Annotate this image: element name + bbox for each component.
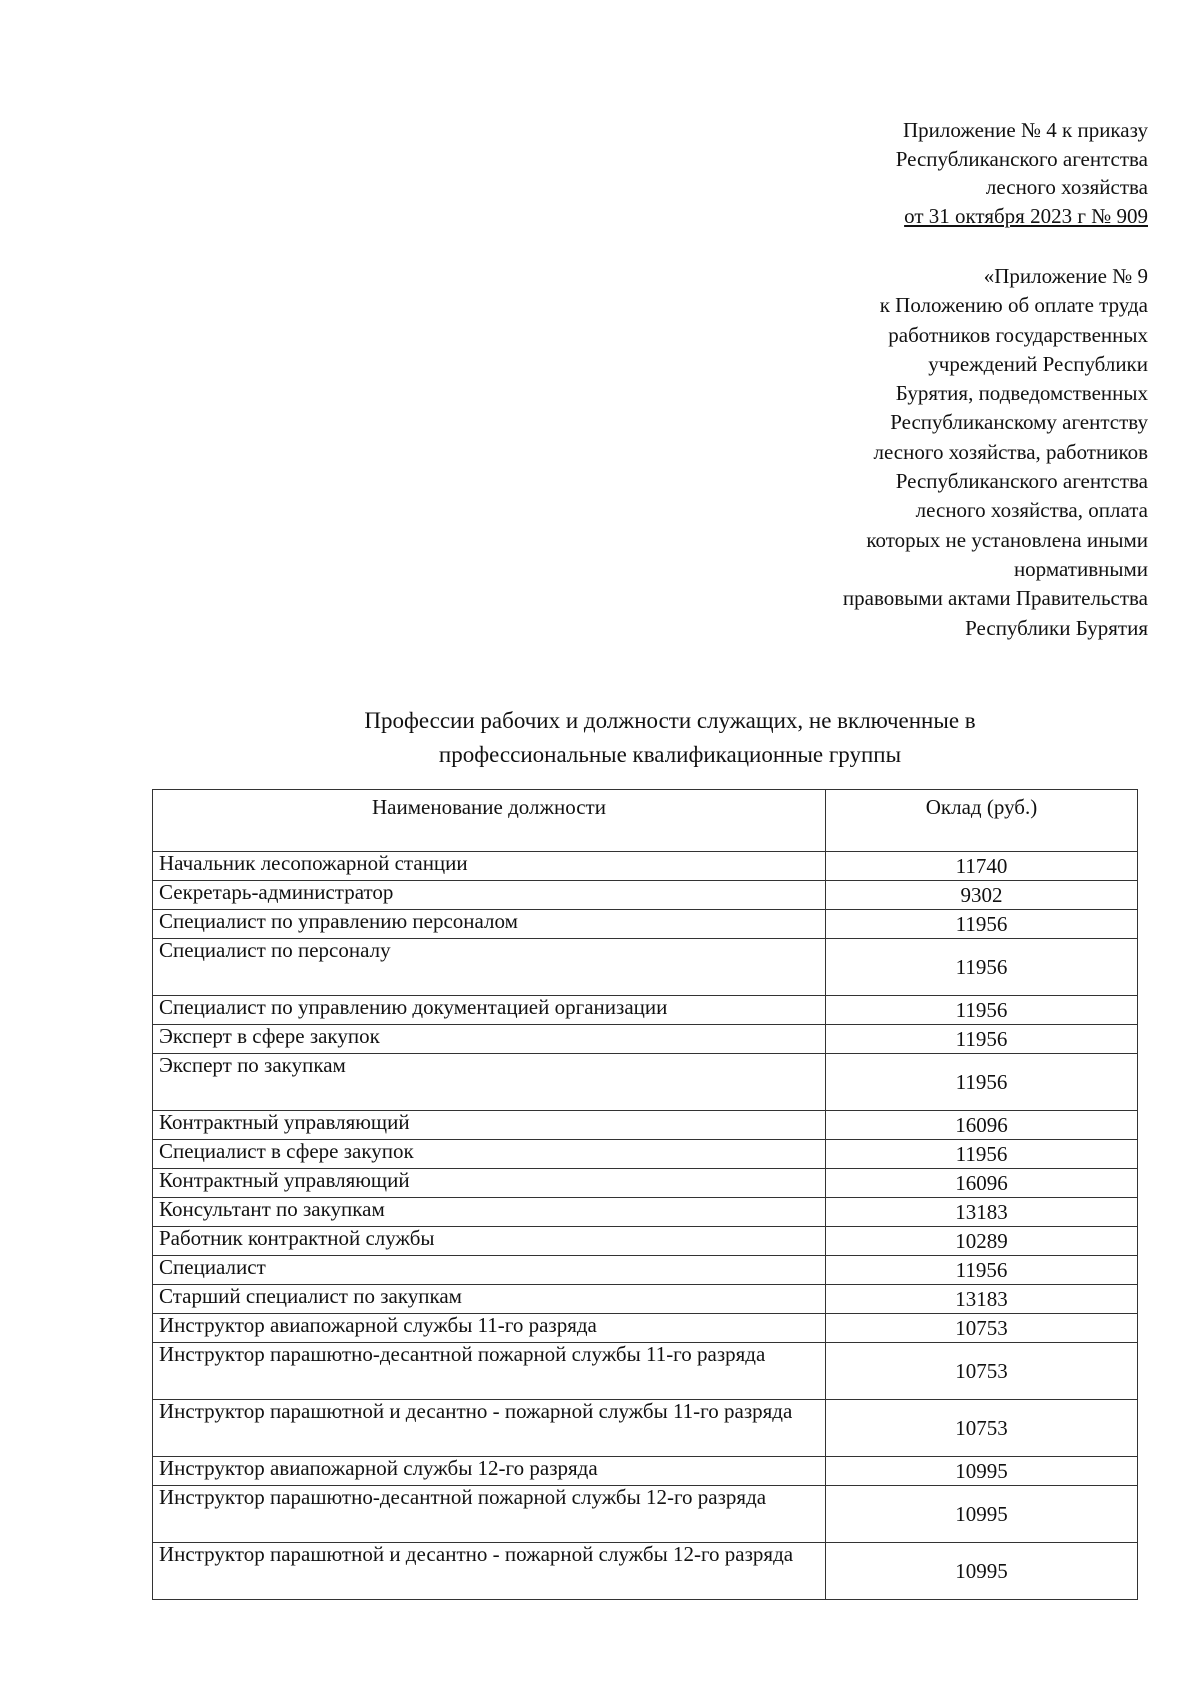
salary-value: 11956 [826,1025,1138,1054]
position-name: Специалист по управлению персоналом [153,910,826,939]
table-row [153,1314,1138,1343]
column-header-position: Наименование должности [153,790,826,852]
table-row [153,881,1138,910]
regulation-line: правовыми актами Правительства [842,586,1148,611]
regulation-line: Республиканскому агентству [890,410,1148,435]
regulation-line: нормативными [1013,556,1148,581]
table-header-row [153,790,1138,852]
table-row [153,1169,1138,1198]
regulation-line: Республиканского агентства [895,469,1148,494]
regulation-line: «Приложение № 9 [983,264,1148,288]
column-header-salary: Оклад (руб.) [826,790,1138,852]
positions-salary-table [152,789,1138,1600]
salary-value: 16096 [826,1169,1138,1198]
regulation-line: лесного хозяйства, оплата [915,498,1148,523]
position-name: Эксперт по закупкам [153,1054,826,1111]
position-name: Специалист в сфере закупок [153,1140,826,1169]
position-name: Эксперт в сфере закупок [153,1025,826,1054]
table-row [153,1285,1138,1314]
table-row [153,996,1138,1025]
position-name: Секретарь-администратор [153,881,826,910]
salary-value: 10995 [826,1486,1138,1543]
table-row [153,1227,1138,1256]
appendix-line: Республиканского агентства [895,146,1148,171]
salary-value: 13183 [826,1285,1138,1314]
position-name: Специалист по персоналу [153,939,826,996]
position-name: Инструктор парашютной и десантно - пожарной службы 11-го разряда [153,1400,826,1457]
regulation-line: работников государственных [888,322,1148,347]
position-name: Контрактный управляющий [153,1111,826,1140]
position-name: Инструктор парашютно-десантной пожарной службы 12-го разряда [153,1486,826,1543]
table-row [153,852,1138,881]
position-name: Инструктор парашютно-десантной пожарной службы 11-го разряда [153,1343,826,1400]
table-row [153,1198,1138,1227]
table-row [153,1140,1138,1169]
appendix-order-date: от 31 октября 2023 г № 909 [904,203,1148,228]
table-row [153,910,1138,939]
table-row [153,1400,1138,1457]
position-name: Специалист по управлению документацией организации [153,996,826,1025]
position-name: Специалист [153,1256,826,1285]
salary-value: 9302 [826,881,1138,910]
regulation-line: Республики Бурятия [965,615,1148,640]
title-line: Профессии рабочих и должности служащих, не включенные в [364,708,976,733]
regulation-line: лесного хозяйства, работников [873,439,1148,464]
document-title [240,704,1100,772]
table-row [153,1543,1138,1600]
salary-value: 10753 [826,1343,1138,1400]
regulation-line: учреждений Республики [928,351,1148,376]
position-name: Начальник лесопожарной станции [153,852,826,881]
appendix-line: Приложение № 4 к приказу [903,118,1148,142]
appendix-reference [628,116,1148,230]
salary-value: 10289 [826,1227,1138,1256]
table-row [153,1457,1138,1486]
table-row [153,1025,1138,1054]
salary-value: 16096 [826,1111,1138,1140]
regulation-line: которых не установлена иными [866,527,1148,552]
table-row [153,1343,1138,1400]
salary-value: 11956 [826,1054,1138,1111]
position-name: Контрактный управляющий [153,1169,826,1198]
regulation-line: Бурятия, подведомственных [895,381,1148,406]
salary-value: 11956 [826,1140,1138,1169]
table-row [153,1054,1138,1111]
salary-value: 11956 [826,910,1138,939]
position-name: Инструктор парашютной и десантно - пожарной службы 12-го разряда [153,1543,826,1600]
appendix-line: лесного хозяйства [985,175,1148,199]
salary-value: 10753 [826,1400,1138,1457]
position-name: Старший специалист по закупкам [153,1285,826,1314]
table-row [153,1111,1138,1140]
salary-value: 10753 [826,1314,1138,1343]
position-name: Работник контрактной службы [153,1227,826,1256]
salary-value: 11956 [826,1256,1138,1285]
salary-value: 11956 [826,939,1138,996]
table-row [153,1486,1138,1543]
salary-value: 10995 [826,1543,1138,1600]
salary-value: 11740 [826,852,1138,881]
position-name: Консультант по закупкам [153,1198,826,1227]
position-name: Инструктор авиапожарной службы 11-го разряда [153,1314,826,1343]
regulation-line: к Положению об оплате труда [879,293,1148,318]
table-row [153,1256,1138,1285]
salary-value: 10995 [826,1457,1138,1486]
salary-value: 13183 [826,1198,1138,1227]
position-name: Инструктор авиапожарной службы 12-го разряда [153,1457,826,1486]
table-row [153,939,1138,996]
title-line: профессиональные квалификационные группы [438,742,902,767]
regulation-reference [588,262,1148,643]
salary-value: 11956 [826,996,1138,1025]
